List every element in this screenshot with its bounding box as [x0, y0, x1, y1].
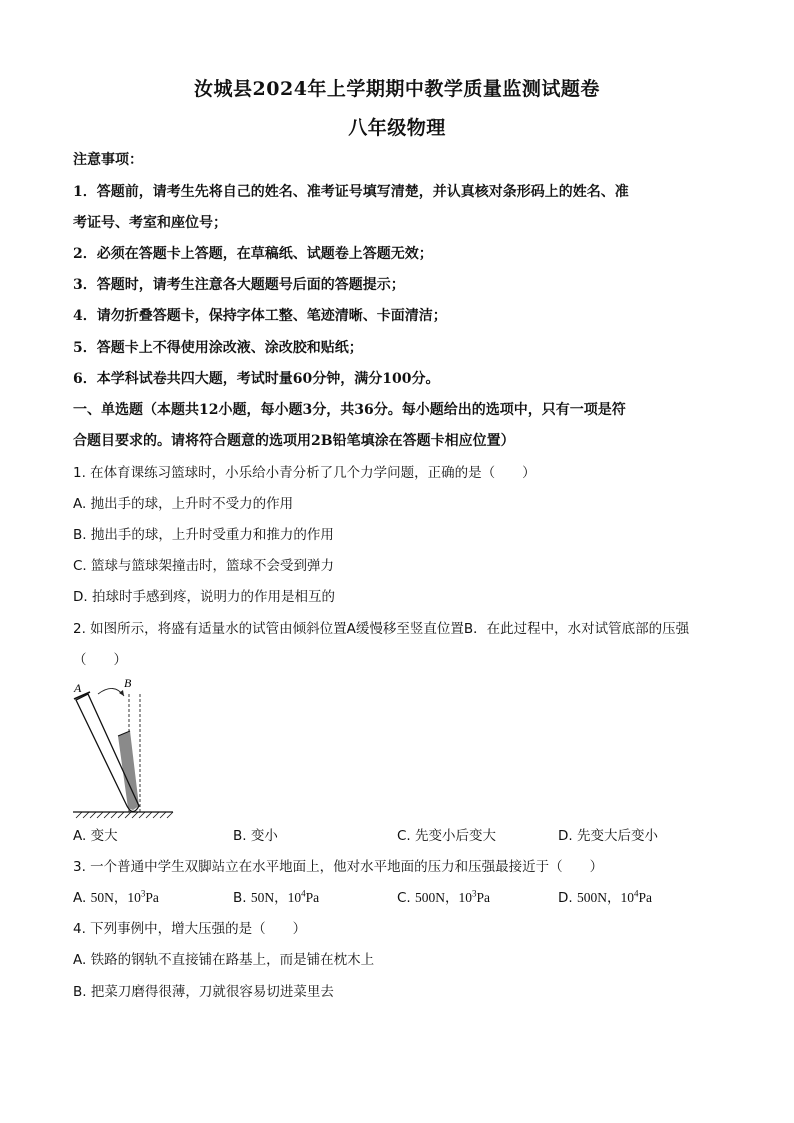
- question-3-option-c: C. 500N，$10^3Pa$: [397, 888, 491, 906]
- question-4-stem: 4. 下列事例中，增大压强的是（ ）: [73, 921, 307, 937]
- note-item: 6．本学科试卷共四大题，考试时量60分钟，满分100分。: [73, 371, 440, 387]
- question-1-option-d: D. 拍球时手感到疼，说明力的作用是相互的: [73, 589, 335, 605]
- question-2-paren: （ ）: [73, 652, 127, 668]
- section-heading-cont: 合题目要求的。请将符合题意的选项用2B铅笔填涂在答题卡相应位置）: [73, 433, 515, 449]
- note-item: 1．答题前，请考生先将自己的姓名、准考证号填写清楚，并认真核对条形码上的姓名、准: [73, 184, 629, 200]
- question-3-option-b: B. 50N，$10^4Pa$: [233, 888, 320, 906]
- question-2-option-c: C. 先变小后变大: [397, 828, 497, 844]
- question-2-option-a: A. 变大: [73, 828, 118, 844]
- question-1-option-c: C. 篮球与篮球架撞击时，篮球不会受到弹力: [73, 558, 335, 574]
- test-tube-figure: [68, 672, 178, 822]
- question-1-stem: 1. 在体育课练习篮球时，小乐给小青分析了几个力学问题，正确的是（ ）: [73, 465, 536, 481]
- question-2-option-d: D. 先变大后变小: [558, 828, 658, 844]
- note-item: 3．答题时，请考生注意各大题题号后面的答题提示；: [73, 277, 405, 293]
- note-item: 2．必须在答题卡上答题，在草稿纸、试题卷上答题无效；: [73, 246, 433, 262]
- question-1-option-a: A. 抛出手的球，上升时不受力的作用: [73, 496, 294, 512]
- note-item: 考证号、考室和座位号；: [73, 215, 227, 231]
- question-4-option-a: A. 铁路的钢轨不直接铺在路基上，而是铺在枕木上: [73, 952, 375, 968]
- question-3-stem: 3. 一个普通中学生双脚站立在水平地面上，他对水平地面的压力和压强最接近于（ ）: [73, 859, 604, 875]
- question-2-stem: 2. 如图所示，将盛有适量水的试管由倾斜位置A缓慢移至竖直位置B．在此过程中，水对试管底部的压强: [73, 621, 690, 637]
- label-a: A: [74, 681, 82, 695]
- question-4-option-b: B. 把菜刀磨得很薄，刀就很容易切进菜里去: [73, 984, 334, 1000]
- question-3-option-d: D. 500N，$10^4Pa$: [558, 888, 652, 906]
- label-b: B: [124, 676, 132, 690]
- question-1-option-b: B. 抛出手的球，上升时受重力和推力的作用: [73, 527, 334, 543]
- question-2-option-b: B. 变小: [233, 828, 278, 844]
- note-item: 4．请勿折叠答题卡，保持字体工整、笔迹清晰、卡面清洁；: [73, 308, 447, 324]
- note-item: 5．答题卡上不得使用涂改液、涂改胶和贴纸；: [73, 340, 363, 356]
- section-heading: 一、单选题（本题共12小题，每小题3分，共36分。每小题给出的选项中，只有一项是符: [73, 402, 626, 418]
- exam-title: 汝城县2024年上学期期中教学质量监测试题卷: [194, 78, 600, 100]
- exam-subtitle: 八年级物理: [348, 117, 446, 139]
- notes-heading: 注意事项：: [73, 152, 143, 168]
- question-3-option-a: A. 50N，$10^3Pa$: [73, 888, 159, 906]
